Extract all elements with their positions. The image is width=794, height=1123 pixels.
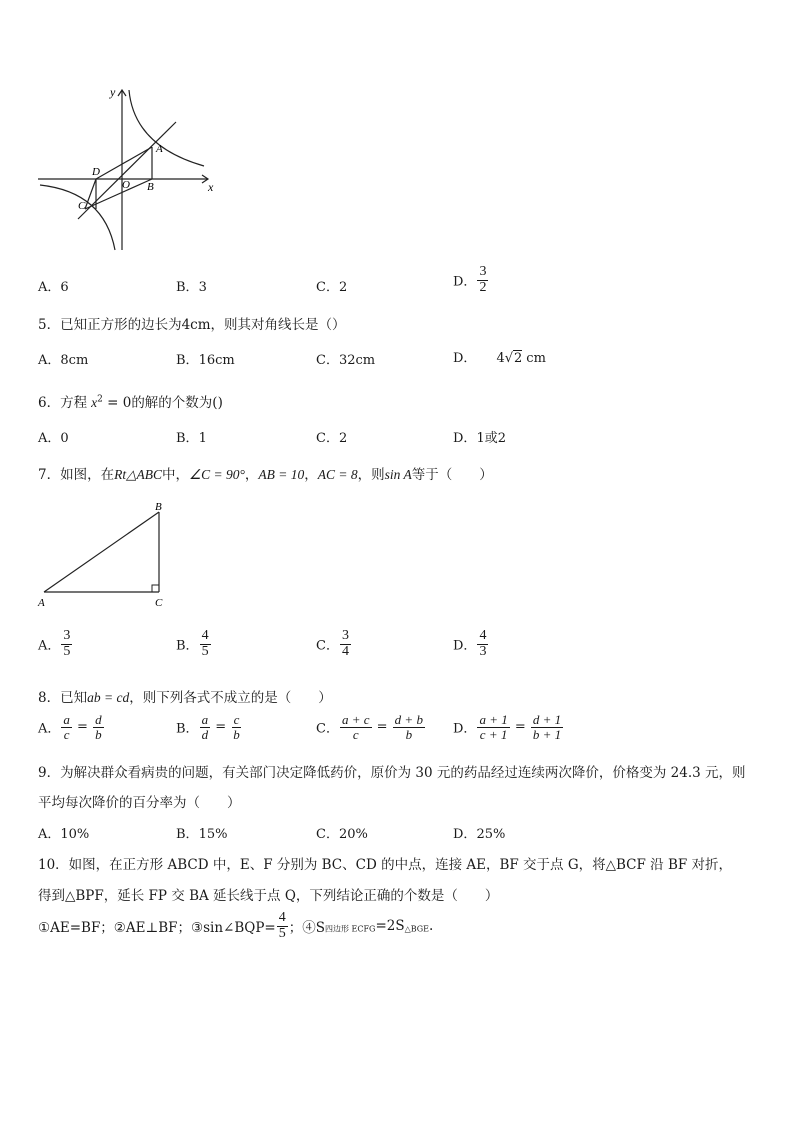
label-A: A <box>156 143 163 155</box>
label-x: x <box>208 180 214 194</box>
q6-option-b[interactable]: B．1 <box>176 431 207 446</box>
q7-option-c[interactable]: C． $\frac{3}{4}$ <box>316 628 349 659</box>
q9-option-b[interactable]: B．15% <box>176 827 228 842</box>
q7-option-d[interactable]: D． $\frac{4}{3}$ <box>453 628 487 659</box>
label-D: D <box>92 166 100 178</box>
q6-option-d[interactable]: D．1或2 <box>453 431 506 446</box>
label-B: B <box>147 181 154 193</box>
label-O: O <box>122 179 130 191</box>
hyperbola-branch-1 <box>129 90 204 166</box>
label-C: C <box>78 200 86 212</box>
question-7: 7．如图，在Rt△ABC中，∠C = 90°，AB = 10，AC = 8，则sin A等于（ ） <box>38 467 493 483</box>
q6-option-a[interactable]: A．0 <box>38 431 69 446</box>
q8-option-b[interactable]: B． $\frac{a}{d}$ = $\frac{c}{b}$ <box>176 712 240 742</box>
side-AB <box>44 512 159 592</box>
sqrt-sign: √ <box>504 351 514 366</box>
q4-option-a[interactable]: A．6 <box>38 280 69 295</box>
q5-option-b[interactable]: B．16cm <box>176 353 235 368</box>
figure-hyperbola <box>36 84 221 254</box>
q9-option-a[interactable]: A．10% <box>38 827 90 842</box>
q4-option-c[interactable]: C．2 <box>316 280 348 295</box>
label-B: B <box>155 501 162 513</box>
q9-option-d[interactable]: D．25% <box>453 827 506 842</box>
label-y: y <box>110 85 116 99</box>
q8-option-c[interactable]: C． $\frac{a + c}{c}$ = $\frac{d + b}{b}$ <box>316 712 423 742</box>
label-C: C <box>155 597 163 609</box>
q5-option-c[interactable]: C．32cm <box>316 353 376 368</box>
q8-option-d[interactable]: D． $\frac{a + 1}{c + 1}$ = $\frac{d + 1}{b + 1}$ <box>453 712 562 742</box>
question-10-line-2: 得到△BPF，延长 FP 交 BA 延长线于点 Q，下列结论正确的个数是（ ） <box>38 888 499 904</box>
q6-option-c[interactable]: C．2 <box>316 431 348 446</box>
question-6: 6．方程 $x^2 = 0$的解的个数为() <box>38 394 223 411</box>
right-angle-mark <box>152 585 159 592</box>
q7-option-b[interactable]: B． $\frac{4}{5}$ <box>176 628 209 659</box>
q8-option-a[interactable]: A． $\frac{a}{c}$ = $\frac{d}{b}$ <box>38 712 102 742</box>
question-9-line-2: 平均每次降价的百分率为（ ） <box>38 795 241 811</box>
question-8: 8．已知ab = cd，则下列各式不成立的是（ ） <box>38 690 332 706</box>
hyperbola-branch-2 <box>40 185 115 250</box>
question-5: 5．已知正方形的边长为4cm，则其对角线长是（） <box>38 317 346 333</box>
segment-CB <box>85 179 152 209</box>
q5-option-a[interactable]: A．8cm <box>38 353 89 368</box>
fraction: $\frac{3}{2}$ <box>479 264 487 295</box>
figure-right-triangle <box>34 498 184 610</box>
label-A: A <box>38 597 45 609</box>
q5-option-d[interactable]: D． 4√2 cm <box>453 351 546 366</box>
q4-option-d[interactable]: D． $\frac{3}{2}$ <box>453 264 487 295</box>
question-9-line-1: 9．为解决群众看病贵的问题，有关部门决定降低药价，原价为 30 元的药品经过连续两次降价，价格变为 24.3 元，则 <box>38 765 746 781</box>
q7-option-a[interactable]: A． $\frac{3}{5}$ <box>38 628 71 659</box>
question-10-conclusions: ①AE=BF；②AE⊥BF；③sin∠BQP= $\frac{4}{5}$ ；$④S_{四边形 ECFG}=2S_{\triangle BGE}$. <box>38 910 434 941</box>
q4-option-b[interactable]: B．3 <box>176 280 207 295</box>
question-10-line-1: 10．如图，在正方形 ABCD 中，E、F 分别为 BC、CD 的中点，连接 AE，BF 交于点 G，将△BCF 沿 BF 对折， <box>38 857 733 873</box>
q9-option-c[interactable]: C．20% <box>316 827 368 842</box>
